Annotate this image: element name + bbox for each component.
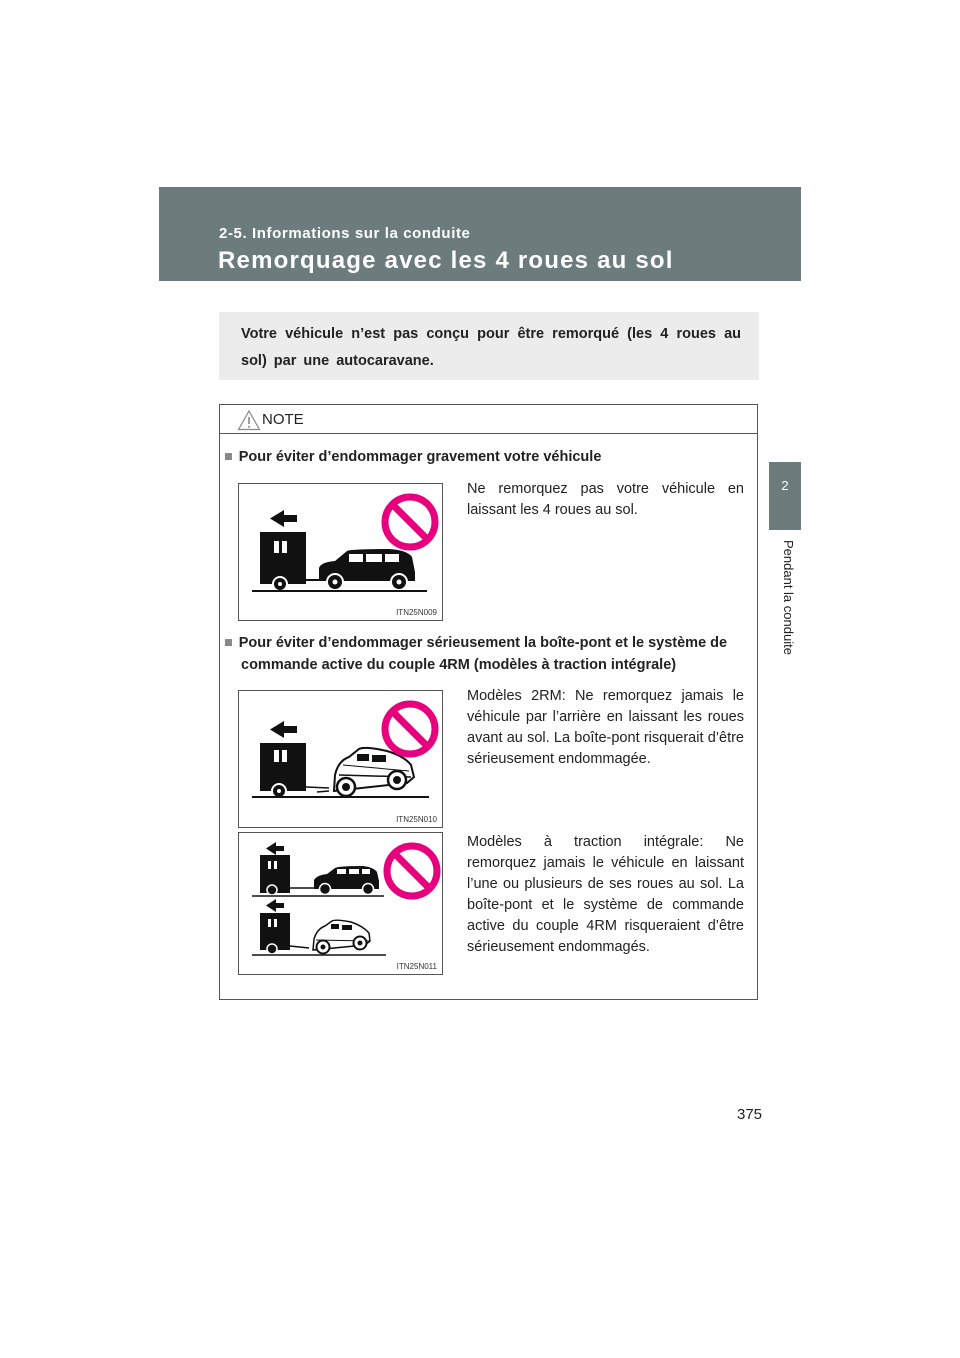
figure-code: ITN25N009 xyxy=(396,608,437,617)
left-arrow-icon xyxy=(270,721,297,738)
body-text: Modèles à traction intégrale: Ne remorquez jamais le véhicule en laissant l’une ou plusieurs de ses roues au sol. La boîte-pont et le système de commande active du couple 4RM risqueraient d’être sérieusement endommagés. xyxy=(467,834,744,955)
left-arrow-icon xyxy=(266,842,284,855)
prohibition-icon xyxy=(385,704,435,754)
prohibition-icon xyxy=(387,846,437,896)
figure-tow-4wd xyxy=(238,832,443,975)
left-arrow-icon xyxy=(270,510,297,527)
section-heading-text: Pour éviter d’endommager sérieusement la boîte-pont et le système de commande active du couple 4RM (modèles à traction intégrale) xyxy=(238,635,728,673)
body-text: Modèles 2RM: Ne remorquez jamais le véhicule par l’arrière en laissant les roues avant au sol. La boîte-pont risquerait d’être sérieusement endommagée. xyxy=(467,688,744,767)
figure-code: ITN25N010 xyxy=(396,815,437,824)
note-box xyxy=(219,404,758,1000)
body-text: Ne remorquez pas votre véhicule en laissant les 4 roues au sol. xyxy=(467,481,744,518)
chapter-tab[interactable] xyxy=(769,462,801,530)
intro-box xyxy=(219,312,759,380)
left-arrow-icon xyxy=(266,899,284,912)
note-title: NOTE xyxy=(262,411,304,428)
chapter-number: 2 xyxy=(781,478,789,493)
bullet-square-icon: ■ xyxy=(224,449,233,465)
prohibition-icon xyxy=(385,497,435,547)
page-number: 375 xyxy=(737,1106,763,1123)
chapter-label: Pendant la conduite xyxy=(781,540,796,655)
section-heading-text: Pour éviter d’endommager gravement votre véhicule xyxy=(238,449,602,465)
section-heading xyxy=(224,632,769,676)
figure-code: ITN25N011 xyxy=(396,962,437,971)
intro-text: Votre véhicule n’est pas conçu pour être remorqué (les 4 roues au sol) par une autocaravane. xyxy=(241,326,741,369)
bullet-square-icon: ■ xyxy=(224,635,233,651)
note-header xyxy=(220,405,757,434)
figure-tow-all-wheels xyxy=(238,483,443,621)
section-label: 2-5. Informations sur la conduite xyxy=(219,225,471,242)
page-title: Remorquage avec les 4 roues au sol xyxy=(218,247,674,274)
header-band xyxy=(159,187,801,281)
figure-tow-2wd-rear xyxy=(238,690,443,828)
section-heading xyxy=(224,446,601,468)
warning-triangle-icon xyxy=(237,409,261,431)
